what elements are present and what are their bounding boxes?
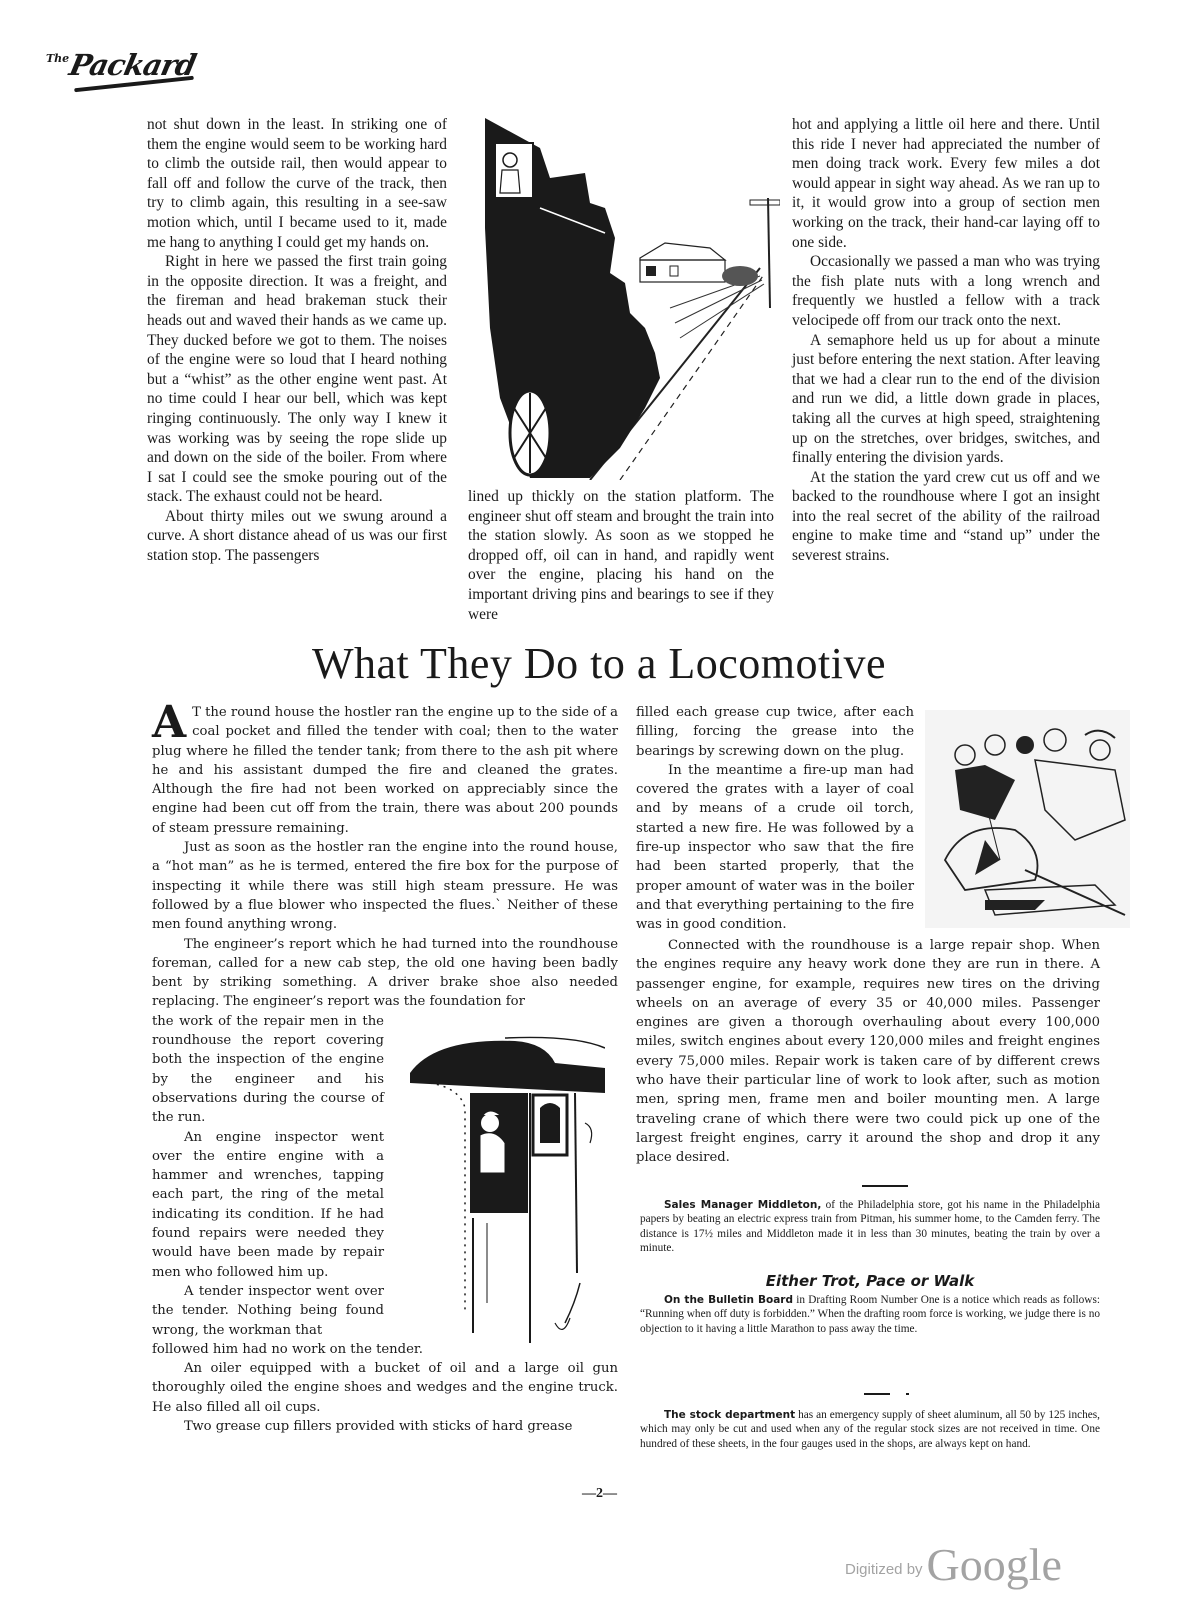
top-story-column-3 <box>792 115 1100 566</box>
paragraph-text: T the round house the hostler ran the engine up to the side of a coal pocket and filled the tender with coal; then to the water plug where he filled the tender tank; from there to the ash pit where he and his assistant dumped the fire and cleaned the grates. Although the fire had not been worked on appreciably since the engine had been cut off from the train, there was about 200 pounds of steam pressure remaining. <box>152 705 619 836</box>
text-beside-cab-illustration <box>152 1012 384 1340</box>
divider-dot <box>906 1393 909 1395</box>
paragraph: Just as soon as the hostler ran the engine into the round house, a “hot man” as he is termed, entered the fire box for the purpose of inspecting it while there was still high steam pressure. He was followed by a flue blower who inspected the flues.` Neither of these men found anything wrong. <box>152 840 618 933</box>
paragraph: hot and applying a little oil here and there. Until this ride I never had appreciated the number of men doing track work. Every few miles a dot would appear in sight way ahead. As we ran up to it, it would grow into a group of section men working on the track, their hand-car laying off to one side. <box>792 116 1100 251</box>
note-text: of the Philadelphia store, got his name in the Philadelphia papers by beating an electric express train from Pitman, his summer home, to the Camden ferry. The distance is 17½ miles and Middleton made it in less than 30 minutes, beating the train by over a minute. <box>640 1199 1100 1254</box>
paragraph: A semaphore held us up for about a minute just before entering the next station. After leaving that we had a clear run to the end of the division and run we did, a little down grade in places, taking all the curves at high speed, straightening up on the stretches, over bridges, switches, and finally entering the division yards. <box>792 331 1100 467</box>
article-headline: What They Do to a Locomotive <box>311 639 887 688</box>
workers-image <box>925 710 1130 928</box>
stock-department-news-item <box>640 1408 1100 1451</box>
bulletin-board-news-item <box>640 1293 1100 1336</box>
paragraph: An engine inspector went over the entire engine with a hammer and wrenches, tapping each part, the ring of the metal indicating its condition. If he had found repairs were needed they would have been made by repair men who followed him up. <box>152 1129 384 1280</box>
paragraph: A tender inspector went over the tender. Nothing being found wrong, the workman that <box>152 1283 384 1338</box>
masthead-name: Packard <box>66 48 199 82</box>
paragraph: At the station the yard crew cut us off and we backed to the roundhouse where I got an insight into the real secret of the ability of the railroad engine to make time and “stand up” under the severest strains. <box>792 468 1100 565</box>
middleton-news-item <box>640 1198 1100 1255</box>
top-story-column-2 <box>468 487 774 624</box>
note-text: in Drafting Room Number One is a notice which reads as follows: “Running when off duty is forbidden.” When the drafting room force is working, we judge there is no objection to it having a little Marathon to pass away the time. <box>640 1294 1100 1335</box>
note-lead: On the Bulletin Board <box>664 1294 794 1306</box>
paragraph: About thirty miles out we swung around a curve. A short distance ahead of us was our first station stop. The passengers <box>147 507 447 565</box>
paragraph: Right in here we passed the first train going in the opposite direction. It was a freight, and the fireman and head brakeman stuck their heads out and waved their hands as we came up. They ducked before we got to them. The noises of the engine were so loud that I heard nothing but a “whist” as the other engine went past. At no time could I hear our bell, which was kept ringing continuously. The only way I knew it was working was by seeing the rope slide up and down on the side of the boiler. From where I sat I could see the smoke pouring out of the stack. The exhaust could not be heard. <box>147 253 447 506</box>
masthead-logo <box>40 48 200 88</box>
article-right-column-top <box>636 703 914 935</box>
trot-pace-walk-heading: Either Trot, Pace or Walk <box>765 1272 975 1290</box>
paragraph-with-dropcap <box>152 697 619 838</box>
locomotive-image <box>470 108 780 480</box>
note-lead: The stock department <box>664 1409 796 1421</box>
paragraph: In the meantime a fire-up man had covered the grates with a layer of coal and by means of a crude oil torch, started a new fire. He was followed by a fire-up inspector who saw that the fire had been started properly, that the proper amount of water was in the boiler and that everything pertaining to the fire was in good condition. <box>636 762 914 933</box>
divider <box>862 1185 908 1187</box>
dropcap: A <box>152 697 187 748</box>
roundhouse-workers-illustration <box>925 710 1130 928</box>
masthead-the: The <box>46 52 70 65</box>
paragraph: the work of the repair men in the roundhouse the report covering both the inspection of the engine by the engineer and his observations during the course of the run. <box>152 1013 384 1126</box>
article-right-column-bottom <box>636 936 1100 1168</box>
paragraph: followed him had no work on the tender. <box>152 1341 423 1357</box>
divider <box>864 1393 890 1395</box>
paragraph: An oiler equipped with a bucket of oil and a large oil gun thoroughly oiled the engine shoes and wedges and the engine truck. He also filled all oil cups. <box>152 1361 618 1415</box>
paragraph: lined up thickly on the station platform. The engineer shut off steam and brought the train into the station slowly. As soon as we stopped he dropped off, oil can in hand, and rapidly went over the engine, placing his hand on the important driving pins and bearings to see if they were <box>468 488 774 623</box>
paragraph: filled each grease cup twice, after each filling, forcing the grease into the bearings by screwing down on the plug. <box>636 705 914 759</box>
paragraph: Occasionally we passed a man who was trying the fish plate nuts with a long wrench and frequently we hustled a fellow with a track velocipede off from our track onto the next. <box>792 253 1100 329</box>
page-number: —2— <box>582 1486 617 1501</box>
note-text: has an emergency supply of sheet aluminum, all 50 by 125 inches, which may only be cut and used when any of the regular stock sizes are not received in time. One hundred of these sheets, in the four gauges used in the shops, are always kept on hand. <box>640 1409 1100 1450</box>
locomotive-at-station-illustration <box>470 108 780 480</box>
watermark-google: Google <box>926 1539 1062 1590</box>
watermark-digitized-by: Digitized by <box>845 1561 923 1578</box>
google-watermark <box>845 1538 1062 1591</box>
paragraph: Connected with the roundhouse is a large repair shop. When the engines require any heavy work done they are run in there. A passenger engine, for example, requires new tires on the driving wheels on an average of every 35 or 40,000 miles. Passenger engines are given a thorough overhauling about every 100,000 miles, switch engines about every 120,000 miles and freight engines every 75,000 miles. Repair work is taken care of by different crews who have their particular line of work to look after, such as motion men, spring men, frame men and boiler mounting men. A large traveling crane of which there were two could pick up one of the largest freight engines, carry it around the shop and drop it any place desired. <box>636 938 1100 1166</box>
paragraph: Two grease cup fillers provided with sticks of hard grease <box>184 1418 573 1434</box>
top-story-column-1 <box>147 115 447 566</box>
paragraph: The engineer’s report which he had turned into the roundhouse foreman, called for a new cab step, the old one having been badly bent by striking something. A driver brake shoe also needed replacing. The engineer’s report was the foundation for <box>152 936 618 1010</box>
paragraph: not shut down in the least. In striking one of them the engine would seem to be working hard to climb the outside rail, then would appear to fall off and follow the curve of the track, then try to climb again, this resulting in a see-saw motion which, until I became used to it, made me hang to anything I could get my hands on. <box>147 116 447 251</box>
engineer-in-cab-illustration <box>405 1033 605 1343</box>
note-lead: Sales Manager Middleton, <box>664 1199 822 1211</box>
cab-image <box>405 1033 605 1343</box>
